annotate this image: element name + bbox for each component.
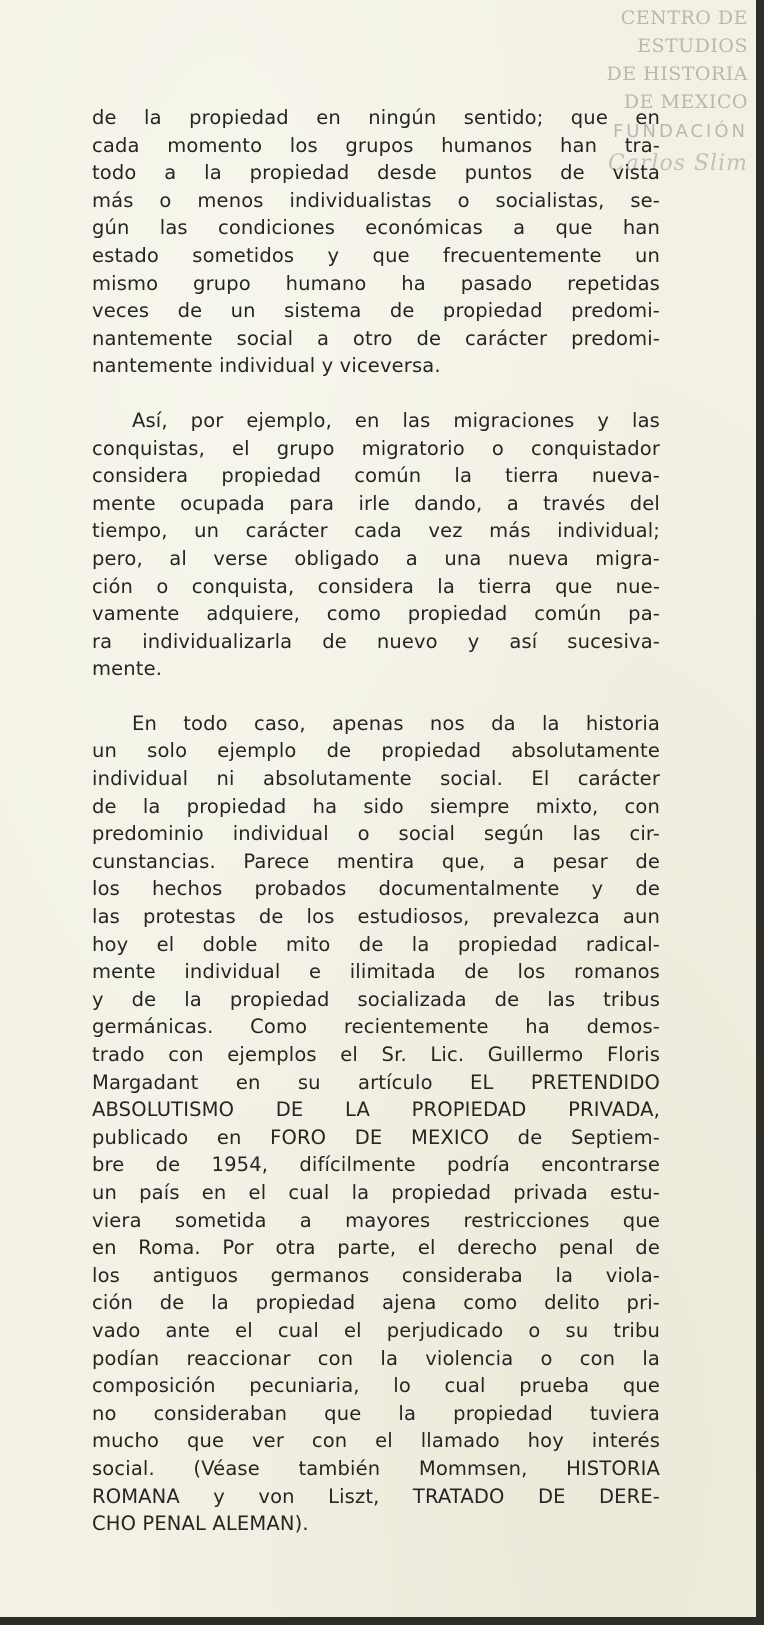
text-line: y de la propiedad socializada de las tribus — [92, 987, 660, 1011]
text-line: de la propiedad en ningún sentido; que en — [92, 106, 660, 129]
text-line: mente individual e ilimitada de los romanos — [92, 960, 660, 984]
text-line: mucho que ver con el llamado hoy interés — [92, 1429, 660, 1453]
text-line: no consideraban que la propiedad tuviera — [92, 1401, 660, 1425]
stamp-line: DE HISTORIA — [606, 63, 748, 85]
text-line: gún las condiciones económicas a que han — [92, 216, 660, 240]
text-line: pero, al verse obligado a una nueva migra- — [92, 546, 660, 570]
text-line: cada momento los grupos humanos han tra- — [92, 133, 660, 157]
stamp-line: ESTUDIOS — [637, 35, 748, 57]
text-line: en Roma. Por otra parte, el derecho penal de — [92, 1236, 660, 1260]
text-line: predominio individual o social según las cir- — [92, 822, 660, 846]
text-line: conquistas, el grupo migratorio o conquistador — [92, 436, 660, 460]
paragraph-gap — [92, 380, 660, 407]
text-line: social. (Véase también Mommsen, HISTORIA — [92, 1456, 660, 1480]
text-line: bre de 1954, difícilmente podría encontrarse — [92, 1153, 660, 1177]
text-line: más o menos individualistas o socialistas, se- — [92, 188, 660, 212]
text-line: los antiguos germanos consideraba la viola- — [92, 1263, 660, 1287]
text-line: CHO PENAL ALEMAN). — [92, 1512, 309, 1536]
stamp-signature: Carlos Slim — [607, 151, 748, 176]
stamp-line: CENTRO DE — [620, 7, 748, 29]
text-line: Margadant en su artículo EL PRETENDIDO — [92, 1070, 660, 1094]
text-line: un solo ejemplo de propiedad absolutamente — [92, 739, 660, 763]
text-line: hoy el doble mito de la propiedad radical- — [92, 932, 660, 956]
paragraph-gap — [92, 683, 660, 710]
text-line: trado con ejemplos el Sr. Lic. Guillermo Floris — [92, 1043, 660, 1066]
text-line: cunstancias. Parece mentira que, a pesar de — [92, 849, 660, 873]
text-line: vado ante el cual el perjudicado o su tribu — [92, 1318, 660, 1342]
text-line: ción o conquista, considera la tierra que nue- — [92, 574, 660, 598]
text-line: estado sometidos y que frecuentemente un — [92, 243, 660, 267]
text-line: nantemente social a otro de carácter predomi- — [92, 326, 660, 350]
text-line: publicado en FORO DE MEXICO de Septiem- — [92, 1125, 660, 1149]
text-line: vamente adquiere, como propiedad común pa- — [92, 602, 660, 626]
text-line: viera sometida a mayores restricciones que — [92, 1208, 660, 1232]
text-line: ra individualizarla de nuevo y así sucesiva- — [92, 629, 660, 653]
stamp-line: DE MEXICO — [623, 91, 748, 113]
text-line: tiempo, un carácter cada vez más individual; — [92, 519, 660, 543]
text-line: mente. — [92, 657, 163, 681]
text-line: Así, por ejemplo, en las migraciones y las — [132, 408, 660, 432]
text-line: podían reaccionar con la violencia o con la — [92, 1346, 660, 1370]
text-line: de la propiedad ha sido siempre mixto, con — [92, 794, 660, 818]
text-line: ción de la propiedad ajena como delito pri- — [92, 1291, 660, 1315]
text-line: considera propiedad común la tierra nueva- — [92, 464, 660, 488]
text-line: todo a la propiedad desde puntos de vista — [92, 161, 660, 185]
text-line: composición pecuniaria, lo cual prueba que — [92, 1374, 660, 1398]
text-line: En todo caso, apenas nos da la historia — [132, 711, 660, 735]
text-line: germánicas. Como recientemente ha demos- — [92, 1015, 660, 1039]
text-line: mismo grupo humano ha pasado repetidas — [92, 271, 660, 295]
document-body — [92, 104, 660, 1538]
text-line: mente ocupada para irle dando, a través del — [92, 491, 660, 515]
text-line: ABSOLUTISMO DE LA PROPIEDAD PRIVADA, — [92, 1098, 660, 1122]
text-line: nantemente individual y viceversa. — [92, 354, 441, 378]
text-line: los hechos probados documentalmente y de — [92, 877, 660, 901]
text-line: ROMANA y von Liszt, TRATADO DE DERE- — [92, 1484, 660, 1508]
text-line: individual ni absolutamente social. El carácter — [92, 767, 660, 791]
text-line: un país en el cual la propiedad privada estu- — [92, 1180, 660, 1204]
stamp-fundacion: FUNDACIÓN — [612, 121, 748, 142]
text-line: veces de un sistema de propiedad predomi- — [92, 299, 660, 323]
text-line: las protestas de los estudiosos, prevalezca aun — [92, 905, 660, 929]
